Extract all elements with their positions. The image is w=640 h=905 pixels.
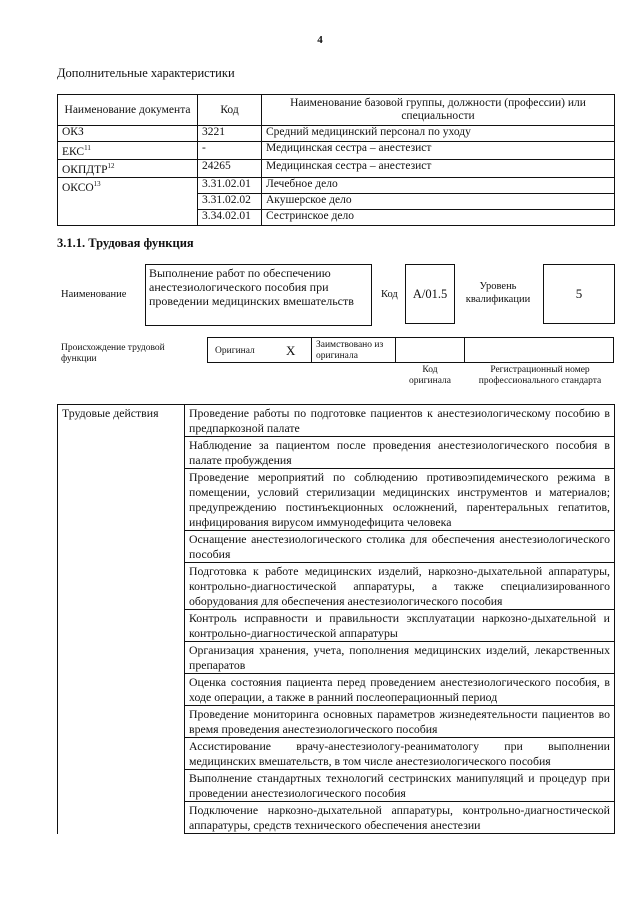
function-code-value: A/01.5 bbox=[412, 286, 448, 301]
labor-action-item: Проведение мероприятий по соблюдению противоэпидемического режима в помещении, условий стерилизации медицинских инструментов и материалов; предупреждению постинъекционных осложнений, парентеральных гепатитов, инфицирования вирусом иммунодефицита человека bbox=[185, 469, 615, 531]
additional-characteristics-heading: Дополнительные характеристики bbox=[57, 66, 235, 80]
labor-action-item: Проведение мониторинга основных параметров жизнедеятельности пациентов во время проведения анестезиологического пособия bbox=[185, 706, 615, 738]
labor-actions-label: Трудовые действия bbox=[58, 405, 185, 834]
original-checkmark: X bbox=[286, 343, 296, 358]
code-label: Код bbox=[381, 289, 398, 300]
code-cell: 3221 bbox=[198, 126, 262, 142]
footnote-ref: 11 bbox=[84, 144, 91, 152]
name-label: Наименование bbox=[61, 289, 127, 300]
original-code-caption: Код оригинала bbox=[409, 365, 451, 386]
table-row bbox=[58, 405, 615, 437]
code-cell: 3.34.02.01 bbox=[198, 209, 262, 225]
labor-actions-table bbox=[57, 404, 615, 834]
qualification-level-box bbox=[543, 264, 615, 324]
borrowed-label: Заимствовано из оригинала bbox=[316, 340, 384, 361]
labor-action-item: Наблюдение за пациентом после проведения анестезиологического пособия в палате пробуждения bbox=[185, 437, 615, 469]
labor-action-item: Контроль исправности и правильности эксплуатации наркозно-дыхательной и контрольно-диагностической аппаратуры bbox=[185, 610, 615, 642]
name-cell: Медицинская сестра – анестезист bbox=[262, 142, 615, 160]
labor-action-item: Оснащение анестезиологического столика для обеспечения анестезиологического пособия bbox=[185, 531, 615, 563]
additional-characteristics-table bbox=[57, 94, 615, 226]
name-cell: Медицинская сестра – анестезист bbox=[262, 159, 615, 177]
header-name: Наименование базовой группы, должности (профессии) или специальности bbox=[262, 95, 615, 126]
doc-cell: ОКПДТР$^{12}$ bbox=[58, 159, 198, 177]
name-cell: Лечебное дело bbox=[262, 177, 615, 193]
origin-table bbox=[207, 337, 614, 363]
labor-action-item: Организация хранения, учета, пополнения медицинских изделий, лекарственных препаратов bbox=[185, 642, 615, 674]
origin-divider bbox=[464, 338, 465, 362]
header-code: Код bbox=[198, 95, 262, 126]
table-row bbox=[58, 177, 615, 193]
labor-action-item: Выполнение стандартных технологий сестринских манипуляций и процедур при проведении анестезиологического пособия bbox=[185, 770, 615, 802]
code-cell: 3.31.02.02 bbox=[198, 193, 262, 209]
labor-action-item: Ассистирование врачу-анестезиологу-реаниматологу при выполнении медицинских вмешательств, в том числе анестезиологического пособия bbox=[185, 738, 615, 770]
qualification-level-label: Уровень квалификации bbox=[465, 281, 531, 305]
footnote-ref: 12 bbox=[107, 161, 115, 170]
code-cell: 3.31.02.01 bbox=[198, 177, 262, 193]
table-row bbox=[58, 126, 615, 142]
name-cell: Сестринское дело bbox=[262, 209, 615, 225]
table-row bbox=[58, 159, 615, 177]
code-cell: 24265 bbox=[198, 159, 262, 177]
labor-action-item: Подготовка к работе медицинских изделий, наркозно-дыхательной аппаратуры, контрольно-диагностической аппаратуры, а также специализированного оборудования для обеспечения анестезиологического пособия bbox=[185, 563, 615, 610]
registration-number-caption: Регистрационный номер профессионального стандарта bbox=[478, 365, 602, 386]
function-name-value: Выполнение работ по обеспечению анестезиологического пособия при проведении медицинских вмешательств bbox=[149, 266, 354, 308]
code-cell: - bbox=[198, 142, 262, 160]
origin-divider bbox=[395, 338, 396, 362]
footnote-ref: 13 bbox=[93, 179, 101, 188]
labor-action-item: Оценка состояния пациента перед проведением анестезиологического пособия, в ходе операции, а также в ранний послеоперационный период bbox=[185, 674, 615, 706]
page-number: 4 bbox=[317, 34, 323, 46]
doc-cell: ОКСО$^{13}$ bbox=[58, 177, 198, 225]
labor-action-item: Проведение работы по подготовке пациентов к анестезиологическому пособию в предпаркозной палате bbox=[185, 405, 615, 437]
doc-cell: ОКЗ bbox=[58, 126, 198, 142]
origin-divider bbox=[311, 338, 312, 362]
origin-label: Происхождение трудовой функции bbox=[61, 343, 165, 364]
function-code-box bbox=[405, 264, 455, 324]
qualification-level-value: 5 bbox=[575, 286, 583, 301]
doc-cell: ЕКС$^{11}$ bbox=[58, 142, 198, 160]
labor-function-heading: 3.1.1. Трудовая функция bbox=[57, 236, 194, 250]
function-name-box bbox=[145, 264, 372, 326]
labor-action-item: Подключение наркозно-дыхательной аппаратуры, контрольно-диагностической аппаратуры, средств технического обеспечения анестезии bbox=[185, 802, 615, 834]
table-row bbox=[58, 142, 615, 160]
name-cell: Акушерское дело bbox=[262, 193, 615, 209]
name-cell: Средний медицинский персонал по уходу bbox=[262, 126, 615, 142]
table-header-row bbox=[58, 95, 615, 126]
original-label: Оригинал bbox=[215, 346, 255, 356]
header-document: Наименование документа bbox=[58, 95, 198, 126]
